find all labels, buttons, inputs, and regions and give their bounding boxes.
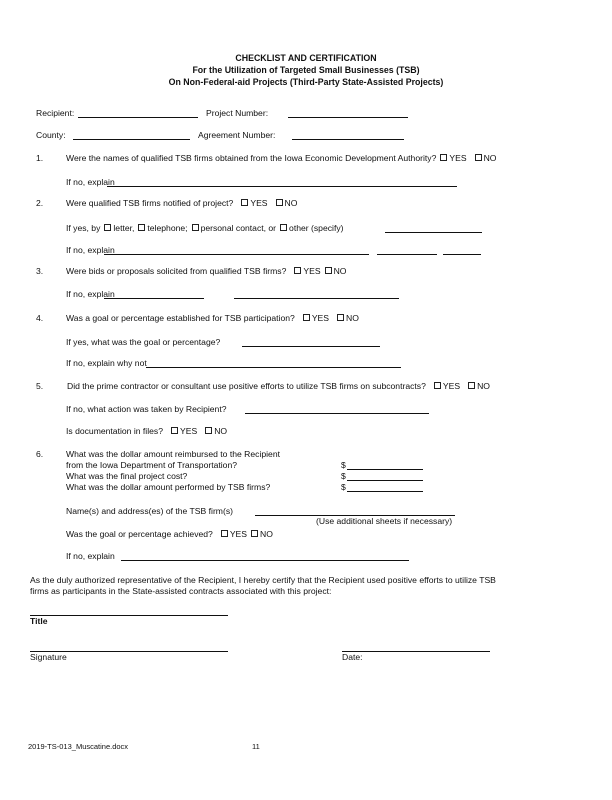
yes-checkbox[interactable]: [303, 314, 310, 321]
county-field[interactable]: [73, 139, 190, 140]
explain-label: If no, explain: [66, 551, 115, 561]
county-label: County:: [36, 130, 66, 140]
explain-field[interactable]: [121, 560, 409, 561]
currency-symbol: $: [341, 460, 346, 470]
currency-symbol: $: [341, 482, 346, 492]
explain-field-3[interactable]: [443, 254, 481, 255]
notification-method: [66, 223, 344, 234]
no-label: NO: [214, 426, 228, 436]
no-label: NO: [346, 313, 359, 323]
no-checkbox[interactable]: [251, 530, 258, 537]
question-5: [67, 381, 490, 392]
no-checkbox[interactable]: [468, 382, 475, 389]
yes-label: YES: [179, 426, 198, 436]
no-label: NO: [477, 381, 490, 391]
date-label: Date:: [342, 652, 363, 662]
no-checkbox[interactable]: [276, 199, 283, 206]
question-1: [66, 153, 496, 164]
currency-symbol: $: [341, 471, 346, 481]
goal-label: If yes, what was the goal or percentage?: [66, 337, 221, 347]
final-cost-question: What was the final project cost?: [66, 471, 188, 481]
question-number: 6.: [36, 449, 44, 459]
question-2: [66, 198, 297, 209]
question-text: Is documentation in files?: [66, 426, 163, 436]
question-3: [66, 266, 346, 277]
letter-label: letter,: [113, 223, 135, 233]
tsb-firms-label: Name(s) and address(es) of the TSB firm(s): [66, 506, 233, 516]
title-label: Title: [30, 616, 48, 626]
explain-field-2[interactable]: [234, 298, 399, 299]
letter-checkbox[interactable]: [104, 224, 111, 231]
telephone-checkbox[interactable]: [138, 224, 145, 231]
action-field[interactable]: [245, 413, 429, 414]
explain-field-2[interactable]: [377, 254, 437, 255]
project-number-label: Project Number:: [206, 108, 269, 118]
explain-label: If no, explain why not: [66, 358, 147, 368]
if-yes-label: If yes, by: [66, 223, 101, 233]
agreement-number-label: Agreement Number:: [198, 130, 276, 140]
yes-checkbox[interactable]: [221, 530, 228, 537]
form-subtitle-2: On Non-Federal-aid Projects (Third-Party State-Assisted Projects): [168, 77, 444, 87]
yes-checkbox[interactable]: [294, 267, 301, 274]
form-title: CHECKLIST AND CERTIFICATION: [235, 53, 377, 63]
question-number: 2.: [36, 198, 44, 208]
question-text: Were bids or proposals solicited from qualified TSB firms?: [66, 266, 287, 276]
final-cost-field[interactable]: [347, 480, 423, 481]
no-label: NO: [284, 198, 298, 208]
no-label: NO: [260, 529, 273, 539]
yes-label: YES: [449, 153, 467, 163]
personal-contact-label: personal contact, or: [200, 223, 277, 233]
documentation-question: [66, 426, 227, 437]
footer-filename: 2019-TS-013_Muscatine.docx: [28, 742, 129, 751]
explain-label: If no, explain: [66, 177, 115, 187]
yes-checkbox[interactable]: [434, 382, 441, 389]
yes-label: YES: [303, 266, 321, 276]
reimbursed-question-2: from the Iowa Department of Transportation?: [66, 460, 238, 470]
telephone-label: telephone;: [147, 223, 188, 233]
explain-field[interactable]: [104, 254, 369, 255]
reimbursed-question: What was the dollar amount reimbursed to the Recipient: [66, 449, 280, 459]
other-field[interactable]: [385, 232, 482, 233]
certification-text: As the duly authorized representative of the Recipient, I hereby certify that the Recipient used positive efforts to utilize TSB: [30, 575, 496, 585]
recipient-field[interactable]: [78, 117, 198, 118]
yes-label: YES: [442, 381, 461, 391]
no-checkbox[interactable]: [337, 314, 344, 321]
question-number: 5.: [36, 381, 44, 391]
recipient-label: Recipient:: [36, 108, 75, 118]
reimbursed-amount-field[interactable]: [347, 469, 423, 470]
no-label: NO: [483, 153, 497, 163]
personal-contact-checkbox[interactable]: [192, 224, 199, 231]
project-number-field[interactable]: [288, 117, 408, 118]
agreement-number-field[interactable]: [292, 139, 404, 140]
form-subtitle: For the Utilization of Targeted Small Businesses (TSB): [192, 65, 420, 75]
goal-field[interactable]: [242, 346, 380, 347]
no-label: NO: [333, 266, 347, 276]
yes-checkbox[interactable]: [171, 427, 178, 434]
no-checkbox[interactable]: [205, 427, 212, 434]
explain-label: If no, explain: [66, 245, 115, 255]
explain-field[interactable]: [107, 186, 457, 187]
explain-label: If no, explain: [66, 289, 115, 299]
explain-field[interactable]: [146, 367, 401, 368]
tsb-amount-field[interactable]: [347, 491, 423, 492]
question-text: Was a goal or percentage established for TSB participation?: [66, 313, 295, 323]
yes-checkbox[interactable]: [440, 154, 447, 161]
question-4: [66, 313, 359, 324]
question-number: 3.: [36, 266, 44, 276]
no-checkbox[interactable]: [325, 267, 332, 274]
tsb-amount-question: What was the dollar amount performed by TSB firms?: [66, 482, 271, 492]
yes-label: YES: [229, 529, 248, 539]
other-label: other (specify): [289, 223, 344, 233]
additional-sheets-note: (Use additional sheets if necessary): [316, 516, 453, 526]
title-field[interactable]: [30, 615, 228, 616]
yes-label: YES: [250, 198, 268, 208]
question-text: Were qualified TSB firms notified of project?: [66, 198, 234, 208]
question-number: 1.: [36, 153, 44, 163]
date-field[interactable]: [342, 651, 490, 652]
other-checkbox[interactable]: [280, 224, 287, 231]
goal-achieved-question: [66, 529, 273, 540]
question-text: Were the names of qualified TSB firms obtained from the Iowa Economic Development Authority?: [66, 153, 437, 163]
yes-label: YES: [311, 313, 330, 323]
no-checkbox[interactable]: [475, 154, 482, 161]
page-number: 11: [252, 742, 260, 751]
yes-checkbox[interactable]: [241, 199, 248, 206]
question-text: Was the goal or percentage achieved?: [66, 529, 213, 539]
explain-field[interactable]: [104, 298, 204, 299]
signature-label: Signature: [30, 652, 67, 662]
certification-text-2: firms as participants in the State-assisted contracts associated with this project:: [30, 586, 332, 596]
action-label: If no, what action was taken by Recipient?: [66, 404, 227, 414]
question-number: 4.: [36, 313, 44, 323]
question-text: Did the prime contractor or consultant use positive efforts to utilize TSB firms on subcontracts?: [67, 381, 426, 391]
